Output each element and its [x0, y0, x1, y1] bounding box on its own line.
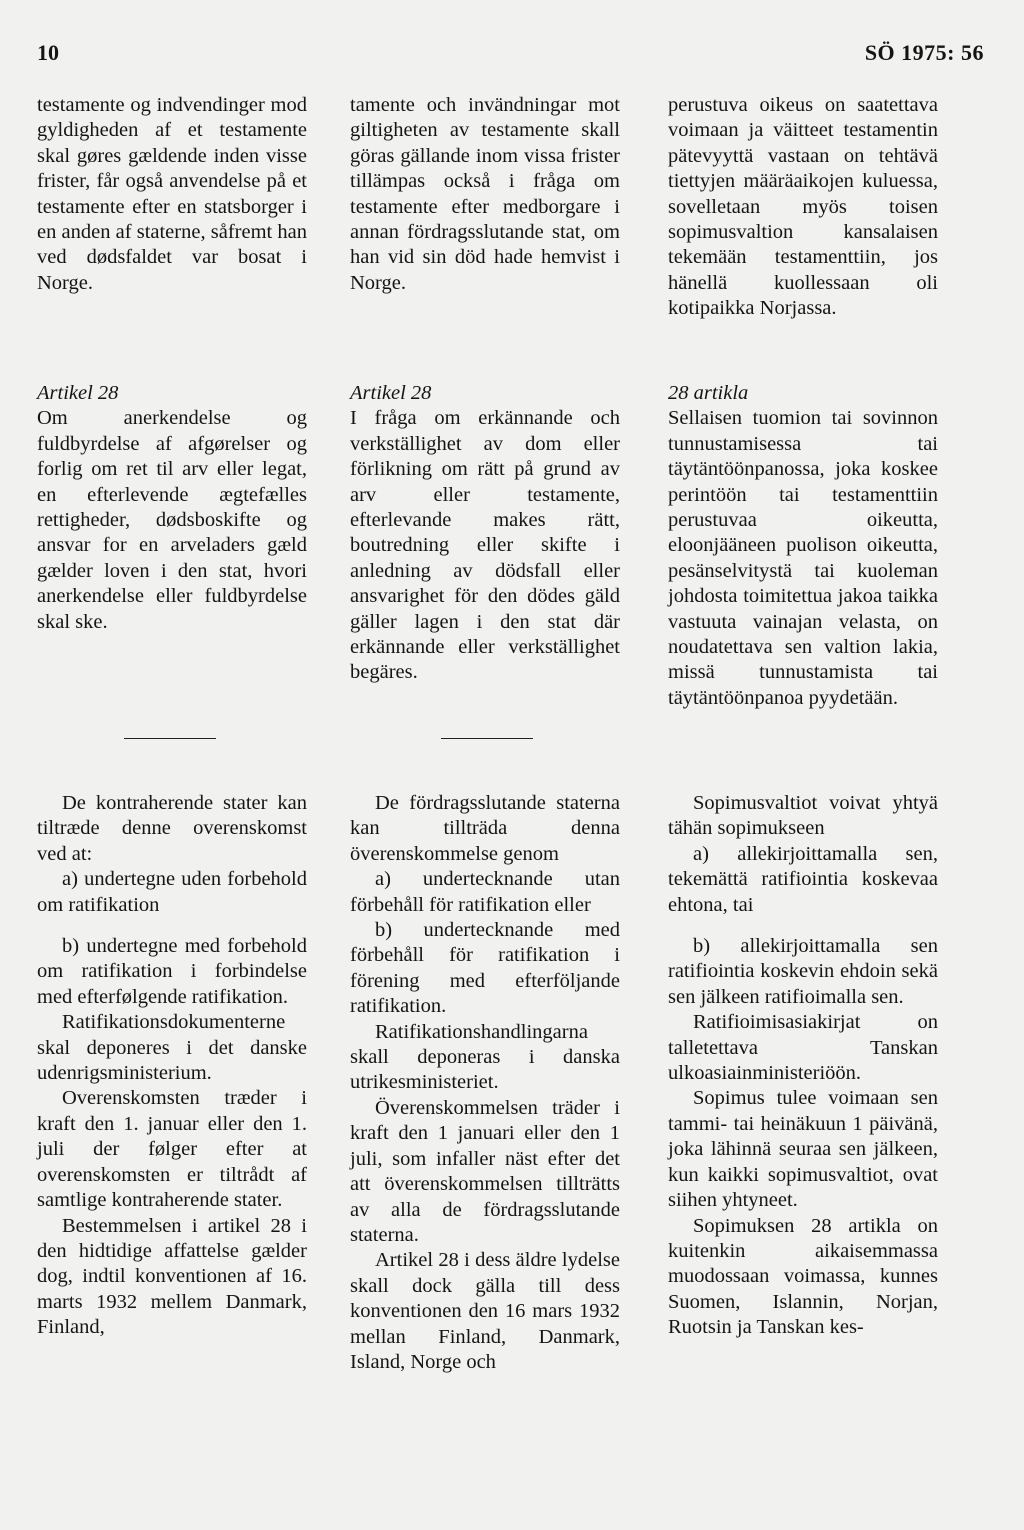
paragraph: b) undertegne med forbehold om ratifikation i forbindelse med efterfølgende ratifikation. — [37, 935, 307, 1008]
paragraph: Ratifikationshandlingarna skall deponeras i danska utrikesministeriet. — [350, 1020, 620, 1094]
paragraph: perustuva oikeus on saatettava voimaan ja väitteet testamentin pätevyyttä vastaan on tehtävä tiettyjen määräaikojen kuluessa, sovelletaan myös toisen sopimusvaltion kansalaisen tekemään testamenttiin, jos hänellä kuollessaan oli kotipaikka Norjassa. — [668, 94, 938, 320]
paragraph: Ratifioimisasiakirjat on talletettava Tanskan ulkoasiainministeriöön. — [668, 1011, 938, 1085]
paragraph: b) undertecknande med förbehåll för ratifikation i förening med efterföljande ratifikation. — [350, 919, 620, 1018]
finnish-final-column — [668, 791, 938, 1341]
paragraph: a) undertecknande utan förbehåll för ratifikation eller — [350, 868, 620, 916]
paragraph: a) allekirjoittamalla sen, tekemättä ratifiointia koskevaa ehtona, tai — [668, 842, 938, 916]
article-text: Sellaisen tuomion tai sovinnon tunnustamisessa tai täytäntöönpanossa, joka koskee perintöön tai testamenttiin perustuvaa oikeutta, eloonjääneen puolison oikeutta, pesänselvitystä tai kuoleman johdosta toimitettua jakoa taikka vastuuta vainajan velasta, on noudatettava sen valtion lakia, missä tunnustamista tai täytäntöönpanoa pyydetään. — [668, 407, 938, 709]
paragraph: De fördragsslutande staterna kan tillträda denna överenskommelse genom — [350, 792, 620, 865]
document-reference: SÖ 1975: 56 — [864, 40, 984, 65]
section-divider — [441, 738, 533, 739]
paragraph: Ratifikationsdokumenterne skal deponeres i det danske udenrigsministerium. — [37, 1011, 307, 1085]
article-text: I fråga om erkännande och verkställighet av dom eller förlikning om rätt på grund av arv eller testamente, efterlevande makes rätt, boutredning eller skifte i anledning av dödsfall eller ansvarighet för den dödes gäld gäller lagen i den stat där erkännande eller verkställighet begäres. — [350, 407, 620, 684]
danish-article-column — [37, 381, 307, 635]
paragraph: b) allekirjoittamalla sen ratifiointia koskevin ehdoin sekä sen jälkeen ratifioimalla sen. — [668, 935, 938, 1008]
article-heading: 28 artikla — [668, 382, 749, 404]
paragraph: Sopimusvaltiot voivat yhtyä tähän sopimukseen — [668, 792, 938, 840]
finnish-article-column — [668, 381, 938, 711]
paragraph: De kontraherende stater kan tiltræde denne overenskomst ved at: — [37, 792, 307, 865]
article-text: Om anerkendelse og fuldbyrdelse af afgørelser og forlig om ret til arv eller legat, en efterlevende ægtefælles rettigheder, dødsboskifte og ansvar for en arveladers gæld gælder loven i den stat, hvori anerkendelse eller fuldbyrdelse skal ske. — [37, 407, 307, 633]
paragraph: tamente och invändningar mot giltigheten av testamente skall göras gällande inom vissa frister tillämpas också i fråga om testamente efter medborgare i annan fördragsslutande stat, om han vid sin död hade hemvist i Norge. — [350, 94, 620, 294]
article-heading: Artikel 28 — [350, 382, 432, 404]
paragraph: Overenskomsten træder i kraft den 1. januar eller den 1. juli der følger efter at overenskomsten er tiltrådt af samtlige kontraherende stater. — [37, 1087, 307, 1212]
section-divider — [124, 738, 216, 739]
swedish-article-column — [350, 381, 620, 686]
paragraph: Artikel 28 i dess äldre lydelse skall dock gälla till dess konventionen den 16 mars 1932 mellan Finland, Danmark, Island, Norge och — [350, 1249, 620, 1373]
paragraph: a) undertegne uden forbehold om ratifikation — [37, 868, 307, 916]
swedish-final-column — [350, 791, 620, 1375]
paragraph: testamente og indvendinger mod gyldigheden af et testamente skal gøres gældende inden visse frister, får også anvendelse på et testamente efter en statsborger i en anden af staterne, såfremt han ved dødsfaldet var bosat i Norge. — [37, 94, 307, 294]
paragraph: Överenskommelsen träder i kraft den 1 januari eller den 1 juli, som infaller näst efter det att överenskommelsen tillträtts av alla de fördragsslutande staterna. — [350, 1096, 620, 1246]
paragraph: Sopimus tulee voimaan sen tammi- tai heinäkuun 1 päivänä, joka lähinnä seuraa sen jälkeen, kun kaikki sopimusvaltiot, ovat siihen yhtyneet. — [668, 1087, 938, 1212]
paragraph: Bestemmelsen i artikel 28 i den hidtidige affattelse gælder dog, indtil konventionen af 16. marts 1932 mellem Danmark, Finland, — [37, 1214, 307, 1339]
danish-final-column — [37, 791, 307, 1341]
article-heading: Artikel 28 — [37, 382, 119, 404]
page-number: 10 — [37, 40, 59, 65]
swedish-top-column — [350, 93, 620, 296]
paragraph: Sopimuksen 28 artikla on kuitenkin aikaisemmassa muodossaan voimassa, kunnes Suomen, Islannin, Norjan, Ruotsin ja Tanskan kes- — [668, 1214, 938, 1339]
finnish-top-column — [668, 93, 938, 322]
danish-top-column — [37, 93, 307, 296]
